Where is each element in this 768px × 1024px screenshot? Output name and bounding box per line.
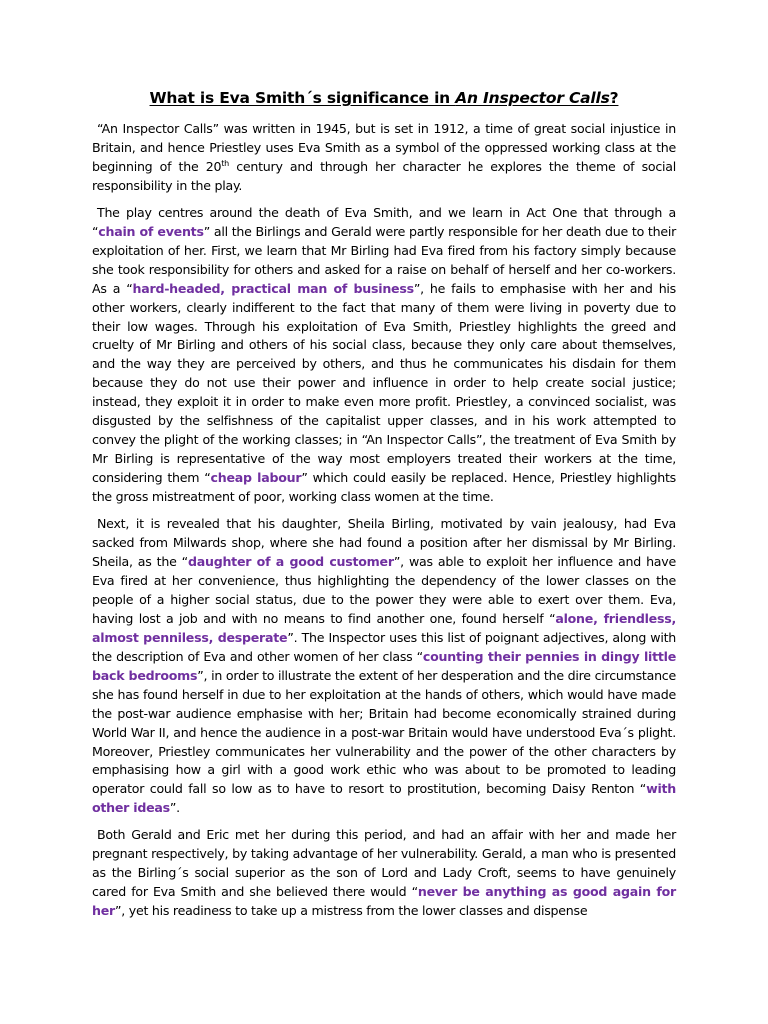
paragraph <box>92 120 676 196</box>
paragraph-text: ”, he fails to emphasise with her and his other workers, clearly indifferent to the fact that many of them were living in poverty due to their low wages. Through his exploitation of Eva Smith, Priestley highlights the greed and cruelty of Mr Birling and others of his social class, because they only care about themselves, and the way they are perceived by others, and thus he communicates his disdain for them because they do not use their power and influence in order to help create social justice; instead, they exploit it in order to make even more profit. Priestley, a convinced socialist, was disgusted by the selfishness of the capitalist upper classes, and in his work attempted to convey the plight of the working classes; in “An Inspector Calls”, the treatment of Eva Smith by Mr Birling is representative of the way most employers treated their workers at the time, considering them “ <box>92 280 676 486</box>
paragraph <box>92 515 676 818</box>
paragraph-text: ” which could easily be replaced. Hence, Priestley highlights the gross mistreatment of poor, working class women at the time. <box>92 470 676 505</box>
title-prefix: What is Eva Smith´s significance in <box>149 89 456 107</box>
title-play-name: An Inspector Calls <box>455 89 610 107</box>
highlighted-quote: daughter of a good customer <box>187 553 394 569</box>
paragraph-text: ”. <box>169 800 180 816</box>
paragraph-text: century and through her character he explores the theme of social responsibility in the play. <box>92 158 677 193</box>
paragraph-text: ” all the Birlings and Gerald were partly responsible for her death due to their exploitation of her. First, we learn that Mr Birling had Eva fired from his factory simply because she took responsibility for others and asked for a raise on behalf of herself and her co-workers. As a “ <box>92 223 677 296</box>
superscript-text: th <box>221 158 229 168</box>
essay-body <box>92 120 676 929</box>
highlighted-quote: never be anything as good again for her <box>92 884 676 919</box>
page-title <box>0 87 768 109</box>
paragraph-text: ”, yet his readiness to take up a mistress from the lower classes and dispense <box>114 903 588 919</box>
title-suffix: ? <box>609 89 619 107</box>
paragraph-text: Next, it is revealed that his daughter, Sheila Birling, motivated by vain jealousy, had Eva sacked from Milwards shop, where she had found a position after her dismissal by Mr Birling. Sheila, as the “ <box>92 516 676 569</box>
paragraph-text: ”. The Inspector uses this list of poignant adjectives, along with the description of Eva and other women of her class “ <box>92 629 676 664</box>
highlighted-quote: hard-headed, practical man of business <box>132 280 414 296</box>
paragraph-text: Both Gerald and Eric met her during this period, and had an affair with her and made her pregnant respectively, by taking advantage of her vulnerability. Gerald, a man who is presented as the Birling´s social superior as the son of Lord and Lady Croft, seems to have genuinely cared for Eva Smith and she believed there would “ <box>92 827 676 900</box>
paragraph-text: ”, was able to exploit her influence and have Eva fired at her convenience, thus highlighting the dependency of the lower classes on the people of a higher social status, due to the power they were able to exert over them. Eva, having lost a job and with no means to find another one, found herself “ <box>92 553 676 626</box>
highlighted-quote: alone, friendless, almost penniless, desperate <box>92 610 676 645</box>
highlighted-quote: chain of events <box>98 223 204 239</box>
highlighted-quote: with other ideas <box>92 781 676 816</box>
paragraph-text: ”, in order to illustrate the extent of her desperation and the dire circumstance she has found herself in due to her exploitation at the hands of others, which would have made the post-war audience emphasise with her; Britain had become economically strained during World War II, and hence the audience in a post-war Britain would have understood Eva´s plight. Moreover, Priestley communicates her vulnerability and the power of the other characters by emphasising how a girl with a good work ethic who was about to be promoted to leading operator could fall so low as to have to resort to prostitution, becoming Daisy Renton “ <box>92 667 676 797</box>
highlighted-quote: counting their pennies in dingy little back bedrooms <box>92 648 676 683</box>
highlighted-quote: cheap labour <box>210 470 302 486</box>
paragraph-text: The play centres around the death of Eva Smith, and we learn in Act One that through a “ <box>92 204 676 239</box>
paragraph-text: “An Inspector Calls” was written in 1945, but is set in 1912, a time of great social injustice in Britain, and hence Priestley uses Eva Smith as a symbol of the oppressed working class at the beginning of the 20 <box>92 121 676 174</box>
paragraph <box>92 826 676 921</box>
paragraph <box>92 204 676 507</box>
